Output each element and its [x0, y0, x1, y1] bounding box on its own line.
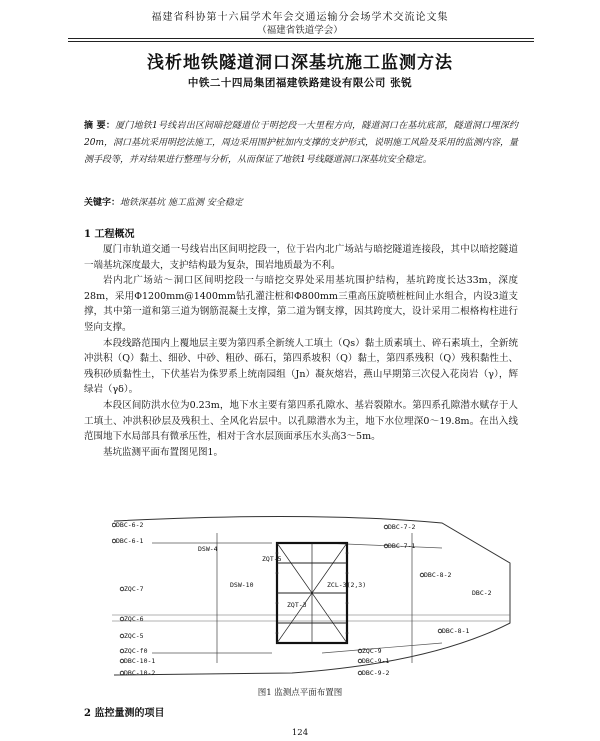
- point-label: ZCL-3(2,3): [327, 581, 367, 589]
- point-label: DBC-9-1: [362, 657, 390, 665]
- point-label: ZQC-9: [362, 647, 382, 655]
- monitoring-plan-figure: [112, 503, 512, 681]
- point-label: ZQT-3: [287, 601, 307, 609]
- paragraph: 本段线路范围内上覆地层主要为第四系全新统人工填土（Qs）黏土质素填土、碎石素填土，全新统冲洪积（Q）黏土、细砂、中砂、粗砂、砾石，第四系坡积（Q）黏土，第四系残积（Q）残积黏性土、残积砂质黏性土，下伏基岩为侏罗系上统南园组（Jn）凝灰熔岩，燕山早期第三次侵入花岗岩（γ），辉绿岩（γδ）。: [84, 337, 518, 396]
- paper-title: 浅析地铁隧道洞口深基坑施工监测方法: [147, 53, 453, 73]
- point-label: ZQC-6: [124, 615, 144, 623]
- keywords-text: 地铁深基坑 施工监测 安全稳定: [120, 198, 243, 208]
- abstract-text: 厦门地铁1号线岩出区间暗挖隧道位于明挖段一大里程方向，隧道洞口在基坑底部，隧道洞口埋深约20m，洞口基坑采用明挖法施工，周边采用围护桩加内支撑的支护形式，说明施工风险及采用的监测内容，量测手段等，并对结果进行整理与分析，从而保证了地铁1号线隧道洞口深基坑安全稳定。: [84, 121, 519, 165]
- point-label: DBC-10-1: [124, 657, 156, 665]
- point-label: ZQC-7: [124, 585, 144, 593]
- point-label: DBC-7-2: [388, 523, 416, 531]
- page-number: 124: [291, 728, 309, 738]
- point-label: DBC-7-1: [388, 542, 416, 550]
- abstract-label: 摘 要：: [84, 121, 116, 131]
- point-label: DBC-8-2: [424, 571, 452, 579]
- section-heading-1: 1 工程概况: [84, 229, 135, 240]
- paragraph: 岩内北广场站～洞口区间明挖段一与暗挖交界处采用基坑围护结构，基坑跨度长达33m，深度28m，采用Φ1200mm@1400mm钻孔灌注桩和Φ800mm三重高压旋喷桩桩间止水组合，内设3道支撑，其中第一道和第三道为钢筋混凝土支撑，第二道为钢支撑，因其跨度大，设计采用二根格构柱进行竖向支撑。: [84, 275, 518, 333]
- section-heading-2: 2 监控量测的项目: [84, 708, 165, 719]
- point-label: DSW-4: [198, 545, 218, 553]
- point-label: DBC-6-1: [116, 537, 144, 545]
- paragraph: 厦门市轨道交通一号线岩出区间明挖段一，位于岩内北广场站与暗挖隧道连接段，其中以暗挖隧道一端基坑深度最大，支护结构最为复杂，围岩地质最为不利。: [84, 244, 518, 271]
- point-label: DBC-2: [472, 589, 492, 597]
- point-label: ZQC-5: [124, 632, 144, 640]
- paper-author: 中铁二十四局集团福建铁路建设有限公司 张锐: [187, 77, 413, 89]
- point-label: ZQC-f0: [124, 647, 148, 655]
- section-body-1: [84, 242, 518, 460]
- header-rule: [68, 38, 534, 42]
- point-label: DBC-9-2: [362, 669, 390, 677]
- paragraph: 基坑监测平面布置图见图1。: [103, 446, 224, 458]
- running-header-sub: （福建省铁道学会）: [257, 25, 343, 36]
- running-header: 福建省科协第十六届学术年会交通运输分会场学术交流论文集: [151, 12, 449, 23]
- keywords: [84, 195, 518, 208]
- keywords-label: 关键字：: [84, 198, 121, 208]
- point-label: DSW-10: [230, 581, 254, 589]
- point-label: DBC-8-1: [442, 627, 470, 635]
- figure-caption: 图1 监测点平面布置图: [257, 688, 343, 698]
- tunnel-inner-line: [152, 543, 442, 653]
- point-label: DBC-6-2: [116, 521, 144, 529]
- point-label: DBC-10-2: [124, 669, 156, 677]
- point-label: ZQT-5: [262, 555, 282, 563]
- abstract: [84, 118, 518, 169]
- paragraph: 本段区间防洪水位为0.23m，地下水主要有第四系孔隙水、基岩裂隙水。第四系孔隙潜水赋存于人工填土、冲洪积砂层及残积土、全风化岩层中。以孔隙潜水为主，地下水位埋深0～19.8m。在出入线范围地下水局部具有微承压性，相对于含水层顶面承压水头高3～5m。: [84, 399, 518, 443]
